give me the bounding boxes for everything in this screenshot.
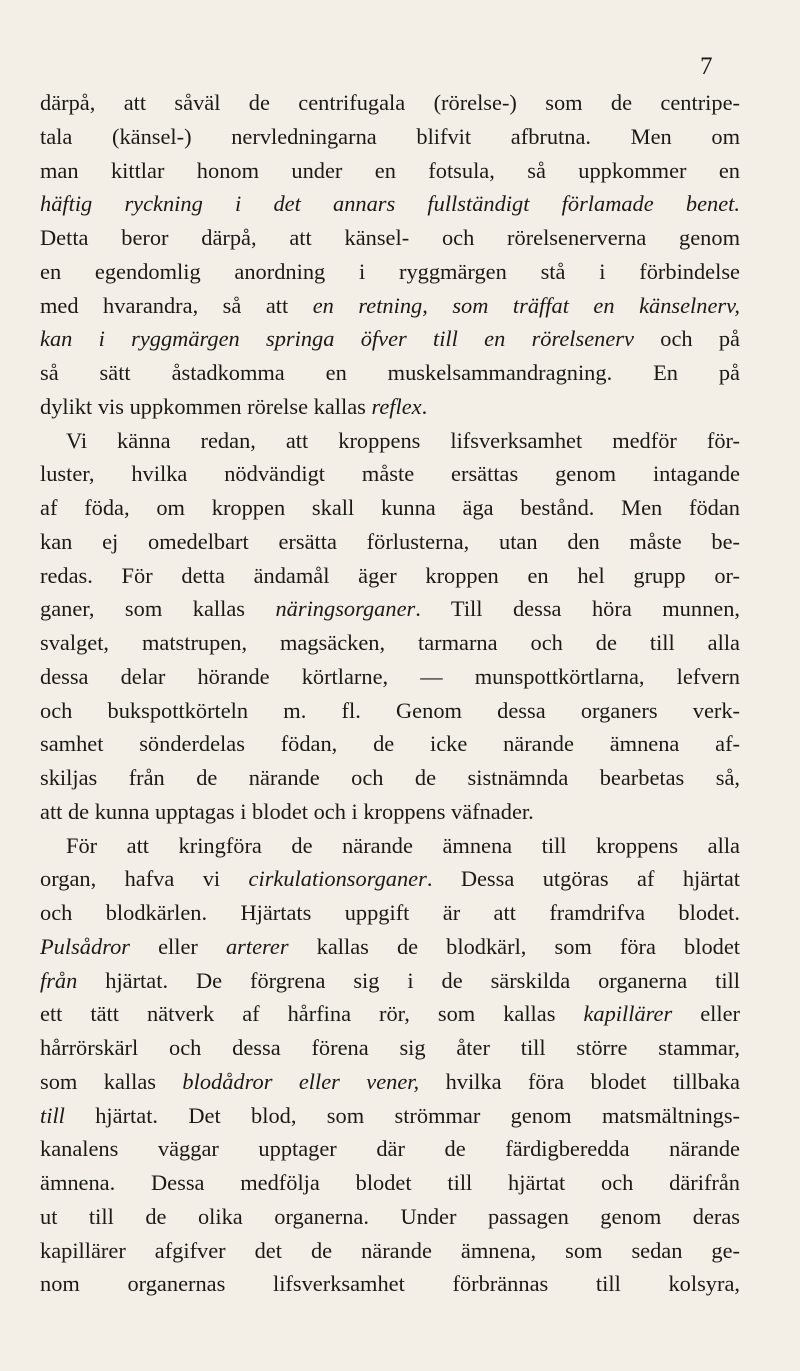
text-line: [40, 1234, 740, 1268]
text-run: som kallas: [40, 1068, 183, 1094]
text-line: [40, 1099, 740, 1133]
text-run: ganer, som kallas: [40, 596, 276, 622]
text-run: därpå, att såväl de centrifugala (rörelse-) som de centripe-: [40, 90, 740, 115]
text-run: Detta beror därpå, att känsel- och rörelsenerverna genom: [40, 225, 740, 250]
text-run: dylikt vis uppkommen rörelse kallas: [40, 393, 372, 419]
text-run: luster, hvilka nödvändigt måste ersättas genom intagande: [40, 461, 740, 487]
text-line: [40, 255, 740, 289]
text-run: hvilka föra blodet tillbaka: [419, 1068, 740, 1094]
text-run: kallas de blodkärl, som föra blodet: [288, 933, 740, 959]
text-run: af föda, om kroppen skall kunna äga bestånd. Men födan: [40, 495, 740, 520]
text-line: [40, 491, 740, 525]
text-run: . Till dessa höra munnen,: [415, 596, 740, 622]
text-line: [40, 727, 740, 761]
text-line: [40, 390, 740, 424]
text-line: [40, 660, 740, 694]
italic-text: häftig ryckning i det annars fullständigt förlamade benet.: [40, 191, 740, 217]
text-line: [40, 896, 740, 930]
text-run: organ, hafva vi: [40, 866, 249, 892]
text-run: skiljas från de närande och de sistnämnda bearbetas så,: [40, 765, 740, 790]
text-line: [40, 559, 740, 593]
text-run: ut till de olika organerna. Under passagen genom deras: [40, 1203, 740, 1229]
text-run: svalget, matstrupen, magsäcken, tarmarna och de till alla: [40, 630, 740, 655]
text-run: För att kringföra de närande ämnena till kroppens alla: [66, 832, 740, 858]
italic-text: blodådror eller vener,: [182, 1068, 420, 1094]
text-line: [40, 592, 740, 626]
text-run: ämnena. Dessa medfölja blodet till hjärtat och därifrån: [40, 1170, 740, 1195]
italic-text: Pulsådror: [40, 933, 130, 959]
text-run: med hvarandra, så att: [40, 292, 313, 318]
text-run: samhet sönderdelas födan, de icke närande ämnena af-: [40, 731, 740, 757]
text-line: [40, 997, 740, 1031]
text-line: [40, 154, 740, 188]
text-run: .: [421, 393, 428, 419]
text-line: [40, 1267, 740, 1301]
italic-text: kan i ryggmärgen springa öfver till en rörelsenerv: [40, 326, 634, 352]
text-line: [40, 424, 740, 458]
text-line: [40, 1132, 740, 1166]
text-line: [40, 829, 740, 863]
text-line: [40, 761, 740, 795]
page-number: 7: [700, 53, 713, 80]
text-line: [40, 795, 740, 829]
text-line: [40, 289, 740, 323]
text-line: [40, 1200, 740, 1234]
text-line: [40, 120, 740, 154]
italic-text: reflex: [371, 393, 422, 419]
italic-text: arterer: [225, 933, 289, 959]
text-run: man kittlar honom under en fotsula, så uppkommer en: [40, 157, 740, 183]
text-run: hjärtat. De förgrena sig i de särskilda organerna till: [77, 967, 740, 993]
text-run: och bukspottkörteln m. fl. Genom dessa organers verk-: [40, 697, 740, 723]
italic-text: cirkulationsorganer: [248, 866, 427, 892]
text-run: att de kunna upptagas i blodet och i kroppens väfnader.: [40, 798, 534, 824]
text-line: [40, 964, 740, 998]
text-run: så sätt åstadkomma en muskelsammandragning. En på: [40, 360, 740, 385]
text-line: [40, 1031, 740, 1065]
text-line: [40, 1065, 740, 1099]
italic-text: till: [40, 1102, 65, 1128]
text-run: en egendomlig anordning i ryggmärgen stå i förbindelse: [40, 258, 740, 284]
italic-text: näringsorganer: [275, 596, 416, 622]
text-run: nom organernas lifsverksamhet förbrännas till kolsyra,: [40, 1271, 740, 1297]
text-run: kan ej omedelbart ersätta förlusterna, utan den måste be-: [40, 528, 740, 554]
italic-text: från: [40, 967, 78, 993]
text-line: [40, 862, 740, 896]
body-text: [40, 86, 740, 1301]
text-line: [40, 626, 740, 660]
text-line: [40, 525, 740, 559]
italic-text: en retning, som träffat en känselnerv,: [312, 292, 740, 318]
text-line: [40, 356, 740, 390]
text-run: eller: [672, 1001, 741, 1027]
text-run: kanalens väggar upptager där de färdigberedda närande: [40, 1136, 740, 1162]
text-line: [40, 930, 740, 964]
text-run: hjärtat. Det blod, som strömmar genom matsmältnings-: [64, 1102, 740, 1128]
text-run: redas. För detta ändamål äger kroppen en hel grupp or-: [40, 562, 740, 588]
text-line: [40, 694, 740, 728]
text-run: eller: [130, 933, 226, 959]
text-run: hårrörskärl och dessa förena sig åter till större stammar,: [40, 1035, 740, 1060]
text-run: tala (känsel-) nervledningarna blifvit afbrutna. Men om: [40, 123, 740, 149]
text-run: . Dessa utgöras af hjärtat: [426, 866, 741, 892]
italic-text: kapillärer: [583, 1001, 673, 1027]
text-line: [40, 322, 740, 356]
text-run: och blodkärlen. Hjärtats uppgift är att framdrifva blodet.: [40, 900, 740, 925]
text-line: [40, 457, 740, 491]
text-run: ett tätt nätverk af hårfina rör, som kallas: [40, 1001, 584, 1027]
text-line: [40, 221, 740, 255]
text-line: [40, 1166, 740, 1200]
text-run: dessa delar hörande körtlarne, — munspottkörtlarna, lefvern: [40, 663, 740, 689]
text-line: [40, 86, 740, 120]
text-run: Vi känna redan, att kroppens lifsverksamhet medför för-: [66, 427, 740, 453]
text-run: kapillärer afgifver det de närande ämnena, som sedan ge-: [40, 1237, 740, 1263]
text-run: och på: [633, 326, 740, 352]
text-line: [40, 187, 740, 221]
